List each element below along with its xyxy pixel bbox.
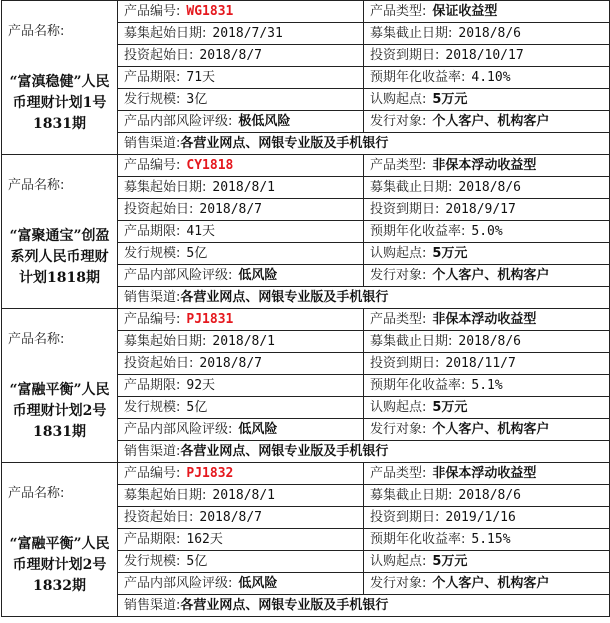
field-risk-cell xyxy=(118,111,364,133)
field-label: 产品期限: xyxy=(124,69,181,85)
field-code-cell xyxy=(118,309,364,331)
field-term-cell xyxy=(118,221,364,243)
field-value: WG1831 xyxy=(186,3,234,19)
field-value: 低风险 xyxy=(238,421,278,437)
field-value: 2018/8/7 xyxy=(199,201,263,217)
field-channel-cell xyxy=(118,287,610,309)
field-value: 5万元 xyxy=(432,245,468,261)
product-title: “富融平衡”人民币理财计划2号1831期 xyxy=(9,381,110,440)
product-name-label: 产品名称: xyxy=(8,331,65,347)
field-invest-end-cell xyxy=(364,199,610,221)
field-label: 发行对象: xyxy=(370,267,427,283)
field-raise-end-cell xyxy=(364,177,610,199)
field-raise-start-cell xyxy=(118,177,364,199)
field-channel-cell xyxy=(118,441,610,463)
field-value: 非保本浮动收益型 xyxy=(432,311,537,327)
field-label: 产品类型: xyxy=(370,465,427,481)
field-label: 销售渠道: xyxy=(124,135,181,151)
field-value: 4.10% xyxy=(471,69,511,85)
field-yield-cell xyxy=(364,375,610,397)
field-value: 2018/8/7 xyxy=(199,355,263,371)
field-label: 产品编号: xyxy=(124,311,181,327)
field-label: 发行规模: xyxy=(124,245,181,261)
product-row xyxy=(2,155,610,177)
field-invest-start-cell xyxy=(118,353,364,375)
field-value: 71天 xyxy=(186,69,216,85)
field-label: 发行对象: xyxy=(370,113,427,129)
field-label: 投资起始日: xyxy=(124,355,194,371)
field-raise-start-cell xyxy=(118,331,364,353)
field-invest-end-cell xyxy=(364,353,610,375)
field-risk-cell xyxy=(118,265,364,287)
field-channel-cell xyxy=(118,595,610,617)
field-value: 极低风险 xyxy=(238,113,291,129)
products-table xyxy=(1,0,610,617)
field-value: 5亿 xyxy=(186,553,208,569)
field-value: 2018/8/6 xyxy=(458,487,522,503)
field-label: 投资起始日: xyxy=(124,509,194,525)
field-value: 2018/8/1 xyxy=(212,487,276,503)
field-value: 162天 xyxy=(186,531,223,547)
field-label: 产品类型: xyxy=(370,3,427,19)
field-label: 产品内部风险评级: xyxy=(124,267,233,283)
field-value: 非保本浮动收益型 xyxy=(432,465,537,481)
product-row xyxy=(2,463,610,485)
field-label: 销售渠道: xyxy=(124,597,181,613)
field-raise-end-cell xyxy=(364,23,610,45)
field-value: 2018/11/7 xyxy=(445,355,516,371)
field-target-cell xyxy=(364,419,610,441)
field-target-cell xyxy=(364,573,610,595)
field-value: 各营业网点、网银专业版及手机银行 xyxy=(180,135,389,151)
field-value: 5.0% xyxy=(471,223,503,239)
product-name-label: 产品名称: xyxy=(8,485,65,501)
field-value: 2019/1/16 xyxy=(445,509,516,525)
field-yield-cell xyxy=(364,529,610,551)
product-name-label: 产品名称: xyxy=(8,23,65,39)
products-table-body xyxy=(2,1,610,617)
field-target-cell xyxy=(364,111,610,133)
field-label: 发行对象: xyxy=(370,421,427,437)
field-scale-cell xyxy=(118,89,364,111)
field-label: 认购起点: xyxy=(370,245,427,261)
field-label: 发行规模: xyxy=(124,91,181,107)
field-value: PJ1831 xyxy=(186,311,234,327)
field-label: 发行规模: xyxy=(124,553,181,569)
field-type-cell xyxy=(364,463,610,485)
field-invest-end-cell xyxy=(364,45,610,67)
field-label: 认购起点: xyxy=(370,553,427,569)
field-risk-cell xyxy=(118,419,364,441)
field-min-purchase-cell xyxy=(364,243,610,265)
field-value: 92天 xyxy=(186,377,216,393)
field-term-cell xyxy=(118,67,364,89)
field-scale-cell xyxy=(118,397,364,419)
field-label: 投资到期日: xyxy=(370,509,440,525)
field-code-cell xyxy=(118,463,364,485)
field-code-cell xyxy=(118,1,364,23)
field-type-cell xyxy=(364,309,610,331)
product-title: “富融平衡”人民币理财计划2号1832期 xyxy=(9,535,110,594)
field-code-cell xyxy=(118,155,364,177)
field-value: 非保本浮动收益型 xyxy=(432,157,537,173)
field-label: 产品编号: xyxy=(124,3,181,19)
field-value: 2018/8/6 xyxy=(458,333,522,349)
field-label: 募集起始日期: xyxy=(124,25,207,41)
field-label: 预期年化收益率: xyxy=(370,531,466,547)
product-name-cell xyxy=(2,309,118,463)
field-label: 发行规模: xyxy=(124,399,181,415)
field-value: 保证收益型 xyxy=(432,3,498,19)
field-value: 个人客户、机构客户 xyxy=(432,575,550,591)
field-value: 3亿 xyxy=(186,91,208,107)
field-label: 销售渠道: xyxy=(124,289,181,305)
field-invest-start-cell xyxy=(118,199,364,221)
field-label: 募集截止日期: xyxy=(370,487,453,503)
field-label: 预期年化收益率: xyxy=(370,377,466,393)
field-value: 5.15% xyxy=(471,531,511,547)
field-value: 个人客户、机构客户 xyxy=(432,113,550,129)
field-value: PJ1832 xyxy=(186,465,234,481)
field-value: 2018/7/31 xyxy=(212,25,283,41)
field-min-purchase-cell xyxy=(364,397,610,419)
field-value: 2018/8/1 xyxy=(212,179,276,195)
field-value: 低风险 xyxy=(238,575,278,591)
field-label: 销售渠道: xyxy=(124,443,181,459)
field-value: 2018/9/17 xyxy=(445,201,516,217)
field-label: 投资起始日: xyxy=(124,47,194,63)
field-value: 2018/8/7 xyxy=(199,47,263,63)
field-value: 5亿 xyxy=(186,245,208,261)
product-name-cell xyxy=(2,463,118,617)
field-raise-end-cell xyxy=(364,331,610,353)
field-raise-end-cell xyxy=(364,485,610,507)
field-label: 产品编号: xyxy=(124,157,181,173)
field-label: 募集起始日期: xyxy=(124,487,207,503)
field-value: 2018/8/7 xyxy=(199,509,263,525)
field-value: 2018/8/6 xyxy=(458,179,522,195)
field-value: 5万元 xyxy=(432,553,468,569)
field-label: 投资到期日: xyxy=(370,355,440,371)
field-yield-cell xyxy=(364,67,610,89)
field-channel-cell xyxy=(118,133,610,155)
field-label: 发行对象: xyxy=(370,575,427,591)
field-value: 各营业网点、网银专业版及手机银行 xyxy=(180,289,389,305)
field-min-purchase-cell xyxy=(364,551,610,573)
product-name-label: 产品名称: xyxy=(8,177,65,193)
field-label: 募集截止日期: xyxy=(370,179,453,195)
field-risk-cell xyxy=(118,573,364,595)
field-value: 5万元 xyxy=(432,91,468,107)
field-min-purchase-cell xyxy=(364,89,610,111)
field-invest-start-cell xyxy=(118,507,364,529)
field-type-cell xyxy=(364,1,610,23)
product-title: “富滇稳健”人民币理财计划1号1831期 xyxy=(9,73,110,132)
field-label: 投资到期日: xyxy=(370,47,440,63)
field-scale-cell xyxy=(118,243,364,265)
field-label: 预期年化收益率: xyxy=(370,223,466,239)
field-raise-start-cell xyxy=(118,23,364,45)
field-label: 产品期限: xyxy=(124,531,181,547)
field-value: 个人客户、机构客户 xyxy=(432,421,550,437)
field-invest-start-cell xyxy=(118,45,364,67)
field-label: 产品内部风险评级: xyxy=(124,113,233,129)
field-label: 投资起始日: xyxy=(124,201,194,217)
field-label: 募集起始日期: xyxy=(124,333,207,349)
field-invest-end-cell xyxy=(364,507,610,529)
field-label: 产品期限: xyxy=(124,223,181,239)
product-row xyxy=(2,309,610,331)
field-target-cell xyxy=(364,265,610,287)
field-label: 募集截止日期: xyxy=(370,25,453,41)
field-value: 各营业网点、网银专业版及手机银行 xyxy=(180,443,389,459)
field-yield-cell xyxy=(364,221,610,243)
field-label: 认购起点: xyxy=(370,91,427,107)
field-term-cell xyxy=(118,375,364,397)
field-label: 产品编号: xyxy=(124,465,181,481)
field-label: 募集起始日期: xyxy=(124,179,207,195)
field-label: 募集截止日期: xyxy=(370,333,453,349)
product-name-cell xyxy=(2,1,118,155)
field-term-cell xyxy=(118,529,364,551)
field-label: 产品类型: xyxy=(370,311,427,327)
field-label: 产品期限: xyxy=(124,377,181,393)
product-title: “富聚通宝”创盈系列人民币理财计划1818期 xyxy=(9,227,110,286)
field-value: 2018/8/1 xyxy=(212,333,276,349)
field-value: 5万元 xyxy=(432,399,468,415)
field-value: 各营业网点、网银专业版及手机银行 xyxy=(180,597,389,613)
field-label: 预期年化收益率: xyxy=(370,69,466,85)
field-value: 2018/8/6 xyxy=(458,25,522,41)
field-label: 产品内部风险评级: xyxy=(124,421,233,437)
field-label: 产品类型: xyxy=(370,157,427,173)
field-label: 投资到期日: xyxy=(370,201,440,217)
field-type-cell xyxy=(364,155,610,177)
field-label: 认购起点: xyxy=(370,399,427,415)
product-name-cell xyxy=(2,155,118,309)
field-value: 5亿 xyxy=(186,399,208,415)
field-value: 2018/10/17 xyxy=(445,47,524,63)
field-value: 41天 xyxy=(186,223,216,239)
field-raise-start-cell xyxy=(118,485,364,507)
field-value: 5.1% xyxy=(471,377,503,393)
field-value: 低风险 xyxy=(238,267,278,283)
product-row xyxy=(2,1,610,23)
field-scale-cell xyxy=(118,551,364,573)
field-label: 产品内部风险评级: xyxy=(124,575,233,591)
field-value: 个人客户、机构客户 xyxy=(432,267,550,283)
field-value: CY1818 xyxy=(186,157,234,173)
